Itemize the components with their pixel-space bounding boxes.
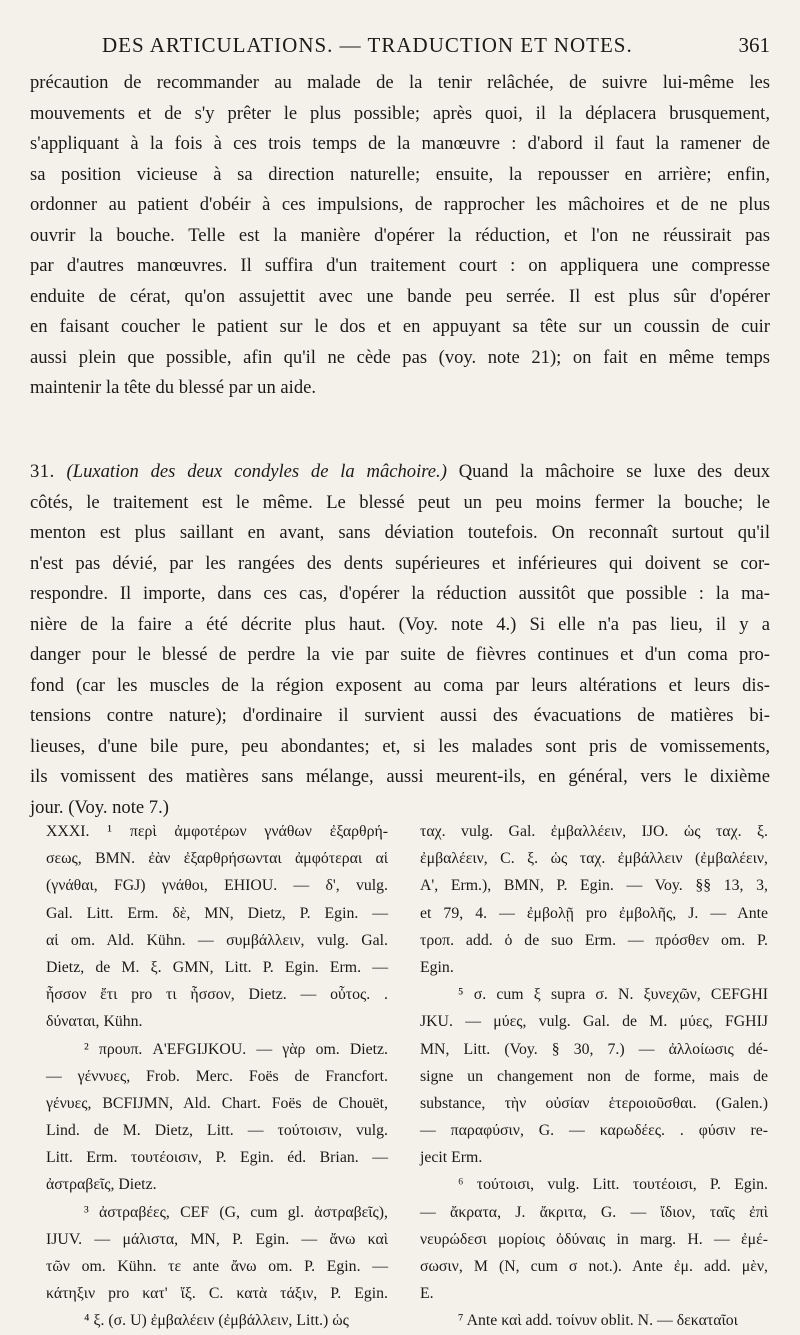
text-line: menton est plus saillant en avant, sans déviation toutefois. On reconnaît surtout qu'il: [30, 522, 770, 543]
note-line: κάτηξιν pro κατ' ἴξ. C. κατὰ τάξιν, P. Egin.: [46, 1285, 388, 1303]
text-line: ouvrir la bouche. Telle est la manière d'opérer la réduction, et l'on ne réussirait pas: [30, 224, 770, 246]
text-line: tensions contre nature); d'ordinaire il survient aussi des évacuations de matières bi-: [30, 705, 770, 726]
text-fragment: Quand la mâchoire se luxe des deux: [458, 461, 770, 482]
note-line: IJUV. — μάλιστα, MN, P. Egin. — ἄνω καὶ: [46, 1230, 388, 1248]
note-line: σεως, BMN. ἐὰν ἐξαρθρήσωνται ἀμφότεραι αἱ: [46, 850, 388, 868]
paragraph-2-first-line: [30, 457, 770, 488]
note-line: ⁴ ξ. (σ. U) ἐμβαλέειν (ἐμβάλλειν, Litt.) ὡς: [84, 1312, 349, 1330]
text-line: ils vomissent des matières sans mélange, aussi meurent-ils, en général, vers le dixième: [30, 766, 770, 787]
notes-column-left: [46, 818, 388, 1335]
note-line: jecit Erm.: [420, 1149, 483, 1167]
text-line: maintenir la tête du blessé par un aide.: [30, 377, 317, 398]
text-line: fond (car les muscles de la région exposent au coma par leurs altérations et leurs dis-: [30, 674, 770, 696]
note-line: τροπ. add. ὁ de suo Erm. — πρόσθεν om. P.: [420, 931, 768, 949]
text-line: par d'autres manœuvres. Il suffira d'un traitement court : on appliquera une compresse: [30, 255, 770, 276]
paragraph-2: [30, 457, 770, 823]
note-line: Litt. Erm. τουτέοισιν, P. Egin. éd. Brian. —: [46, 1149, 388, 1167]
note-line: signe un changement non de forme, mais de: [420, 1067, 768, 1085]
note-line: Egin.: [420, 958, 454, 976]
text-line: sa position vicieuse à sa direction naturelle; ensuite, la repousser en arrière; enfin,: [30, 163, 770, 185]
text-line: ordonner au patient d'obéir à ces impulsions, de rapprocher les mâchoires et de ne plus: [30, 194, 770, 215]
note-line: substance, τὴν οὐσίαν ἑτεροιοῦσθαι. (Galen.): [420, 1094, 768, 1112]
note-line: ἐμβαλέειν, C. ξ. ὡς ταχ. ἐμβάλλειν (ἐμβαλέειν,: [420, 850, 768, 868]
note-line: ⁷ Ante καὶ add. τοίνυν oblit. N. — δεκαταῖοι: [458, 1312, 738, 1330]
text-line: précaution de recommander au malade de la tenir relâchée, de suivre lui-même les: [30, 72, 770, 93]
page-number: 361: [738, 32, 770, 57]
note-line: — γέννυες, Frob. Merc. Foës de Francfort.: [46, 1067, 388, 1085]
text-line: aussi plein que possible, afin qu'il ne cède pas (voy. note 21); on fait en même temps: [30, 346, 770, 368]
note-line: A', Erm.), BMN, P. Egin. — Voy. §§ 13, 3,: [420, 877, 768, 895]
note-line: δύναται, Kühn.: [46, 1013, 143, 1031]
note-line: ⁶ τούτοισι, vulg. Litt. τουτέοισι, P. Egin.: [458, 1176, 768, 1194]
note-line: ⁵ σ. cum ξ supra σ. N. ξυνεχῶν, CEFGHI: [458, 986, 768, 1004]
note-line: ² προυπ. A'EFGIJKOU. — γὰρ om. Dietz.: [84, 1040, 388, 1058]
text-line: enduite de cérat, qu'on assujettit avec une bande peu serrée. Il est plus sûr d'opérer: [30, 285, 770, 307]
text-line: en faisant coucher le patient sur le dos et en appuyant sa tête sur un coussin de cuir: [30, 316, 770, 337]
text-line: s'appliquant à la fois à ces trois temps de la manœuvre : d'abord il faut la ramener de: [30, 133, 770, 154]
note-line: E.: [420, 1285, 434, 1303]
note-line: νευρώδεσι μορίοις ὀδύναις in marg. H. — ἐμέ-: [420, 1230, 768, 1248]
text-line: mouvements et de s'y prêter le plus possible; après quoi, il la déplacera brusquement,: [30, 102, 770, 124]
note-line: JKU. — μύες, vulg. Gal. de M. μύες, FGHIJ: [420, 1013, 768, 1031]
note-line: ἀστραβεῖς, Dietz.: [46, 1176, 157, 1194]
text-line: respondre. Il importe, dans ces cas, d'opérer la réduction aussitôt que possible : la ma-: [30, 583, 770, 604]
note-line: ταχ. vulg. Gal. ἐμβαλλέειν, IJO. ὡς ταχ. ξ.: [420, 823, 768, 840]
text-line: nière de la faire a été décrite plus haut. (Voy. note 4.) Si elle n'a pas lieu, il y a: [30, 613, 770, 635]
note-line: τῶν om. Kühn. τε ante ἄνω om. P. Egin. —: [46, 1258, 388, 1275]
text-line: jour. (Voy. note 7.): [30, 796, 169, 818]
text-line: côtés, le traitement est le même. Le blessé peut un peu moins fermer la bouche; le: [30, 491, 770, 513]
note-line: (γνάθαι, FGJ) γνάθοι, EHIOU. — δ', vulg.: [46, 877, 388, 895]
paragraph-1: [30, 68, 770, 404]
note-line: σωσιν, M (N, cum σ not.). Ante ἐμ. add. μὲν,: [420, 1258, 768, 1275]
note-line: XXXI. ¹ περὶ ἀμφοτέρων γνάθων ἐξαρθρή-: [46, 823, 388, 840]
section-number: 31.: [30, 461, 55, 482]
note-line: ³ ἀστραβέες, CEF (G, cum gl. ἀστραβεῖς),: [84, 1203, 388, 1221]
note-line: Lind. de M. Dietz, Litt. — τούτοισιν, vulg.: [46, 1122, 388, 1140]
note-line: et 79, 4. — ἐμβολῇ pro ἐμβολῆς, J. — Ante: [420, 904, 768, 922]
note-line: MN, Litt. (Voy. § 30, 7.) — ἀλλοίωσις dé-: [420, 1040, 768, 1058]
note-line: Gal. Litt. Erm. δὲ, MN, Dietz, P. Egin. —: [46, 904, 388, 922]
notes-column-right: [420, 818, 768, 1335]
note-line: Dietz, de M. ξ. GMN, Litt. P. Egin. Erm. —: [46, 958, 388, 976]
running-head: [102, 30, 770, 60]
text-line: n'est pas dévié, par les rangées des dents supérieures et inférieures qui doivent se cor-: [30, 552, 770, 574]
note-line: γένυες, BCFIJMN, Ald. Chart. Foës de Chouët,: [46, 1094, 388, 1112]
note-line: ἧσσον ἔτι pro τι ἧσσον, Dietz. — οὗτος. .: [46, 986, 388, 1004]
running-head-title: DES ARTICULATIONS. — TRADUCTION ET NOTES.: [102, 32, 633, 57]
note-line: — ἄκρατα, J. ἄκριτα, G. — ἴδιον, ταῖς ἐπὶ: [420, 1203, 768, 1221]
section-heading: (Luxation des deux condyles de la mâchoire.): [66, 461, 447, 482]
text-line: danger pour le blessé de perdre la vie par suite de fièvres continues et d'un coma pro-: [30, 644, 770, 665]
note-line: — παραφύσιν, G. — καρωδέες. . φύσιν re-: [420, 1122, 768, 1140]
note-line: αἱ om. Ald. Kühn. — συμβάλλειν, vulg. Gal.: [46, 931, 388, 949]
text-line: lieuses, d'une bile pure, peu abondantes; et, si les malades sont pris de vomissements,: [30, 735, 770, 757]
